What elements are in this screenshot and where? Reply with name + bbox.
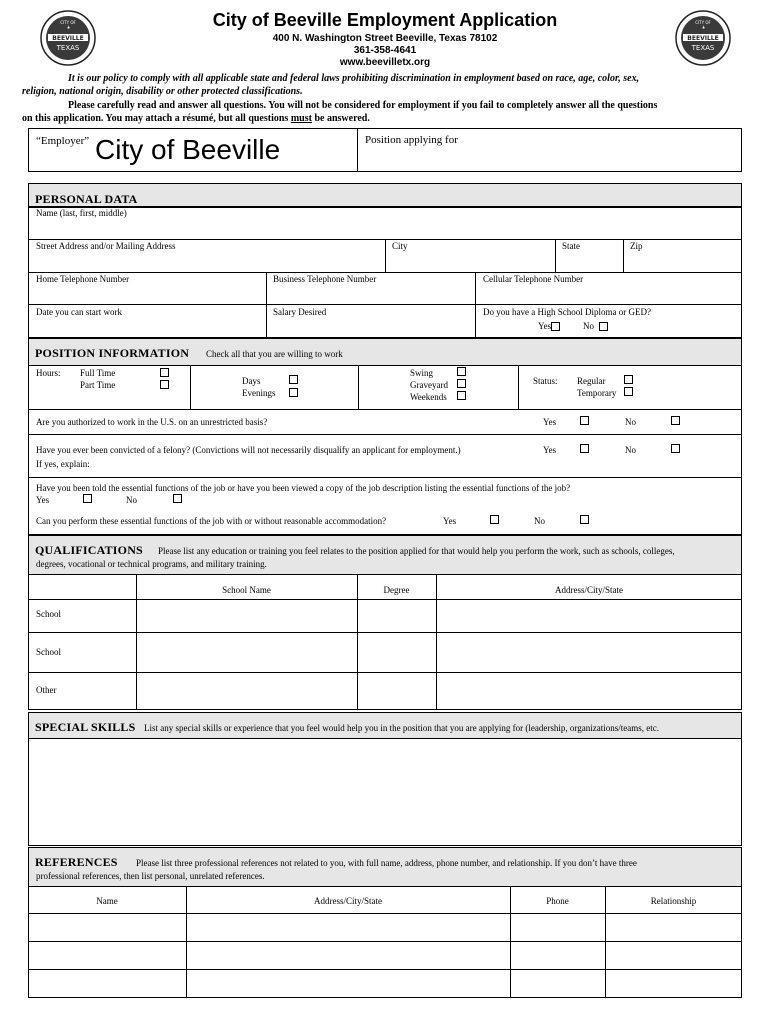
full-time-label: Full Time <box>80 368 116 378</box>
employer-label: “Employer” <box>36 135 90 147</box>
phone-row <box>28 272 742 305</box>
phone-line: 361-358-4641 <box>353 45 417 56</box>
felony-yes-label: Yes <box>543 445 557 455</box>
state-label[interactable]: State <box>562 241 580 251</box>
part-time-checkbox[interactable] <box>160 380 169 389</box>
swing-checkbox[interactable] <box>457 367 466 376</box>
employer-name: City of Beeville <box>95 134 281 165</box>
felony-no-checkbox[interactable] <box>671 444 680 453</box>
policy-must-underlined: must <box>290 113 312 124</box>
business-phone-label[interactable]: Business Telephone Number <box>273 274 377 284</box>
ref-row-divider-2 <box>28 941 742 942</box>
start-date-label[interactable]: Date you can start work <box>36 307 122 317</box>
policy-line-1: It is our policy to comply with all applicable state and federal laws prohibiting discrimination in employment based on race, age, color, sex, <box>68 73 640 84</box>
svg-text:TEXAS: TEXAS <box>691 44 715 52</box>
perform-yes-label: Yes <box>443 516 457 526</box>
employer-divider <box>357 128 358 172</box>
graveyard-label: Graveyard <box>410 380 448 390</box>
felony-question: Have you ever been convicted of a felony? (Convictions will not necessarily disqualify an applicant for employment.) <box>36 445 461 455</box>
perform-question: Can you perform these essential functions of the job with or without reasonable accommodation? <box>36 516 387 526</box>
evenings-checkbox[interactable] <box>289 388 298 397</box>
hours-label: Hours: <box>36 368 61 378</box>
position-info-subheading: Check all that you are willing to work <box>206 349 343 359</box>
essential-no-checkbox[interactable] <box>173 494 182 503</box>
svg-text:BEEVILLE: BEEVILLE <box>52 35 84 42</box>
qual-row-divider-1 <box>28 599 742 600</box>
ref-row-divider-3 <box>28 969 742 970</box>
swing-label: Swing <box>410 368 434 378</box>
qualifications-heading: QUALIFICATIONS <box>35 543 143 557</box>
essential-yes-checkbox[interactable] <box>83 494 92 503</box>
special-skills-field[interactable] <box>28 738 742 846</box>
policy-line-4-start: on this application. You may attach a résumé, but all questions <box>22 113 291 124</box>
days-label: Days <box>242 376 261 386</box>
ref-row-divider-1 <box>28 913 742 914</box>
hours-row <box>28 365 742 410</box>
svg-text:CITY OF: CITY OF <box>695 20 711 25</box>
authorized-no-checkbox[interactable] <box>671 416 680 425</box>
ref-col-phone: Phone <box>546 896 569 906</box>
page-title: City of Beeville Employment Application <box>212 10 558 30</box>
graveyard-checkbox[interactable] <box>457 379 466 388</box>
days-checkbox[interactable] <box>289 375 298 384</box>
ref-col-name: Name <box>96 896 118 906</box>
website-line: www.beevilletx.org <box>339 57 431 68</box>
address-divider-1 <box>385 239 386 273</box>
policy-line-4 <box>22 113 370 124</box>
regular-checkbox[interactable] <box>624 375 633 384</box>
ref-col-relationship: Relationship <box>650 896 697 906</box>
name-label: Name (last, first, middle) <box>36 208 127 218</box>
svg-text:CITY OF: CITY OF <box>60 20 76 25</box>
regular-label: Regular <box>577 376 606 386</box>
qual-row-label: School <box>36 609 62 619</box>
weekends-checkbox[interactable] <box>457 391 466 400</box>
address-divider-3 <box>623 239 624 273</box>
qualifications-note-1: Please list any education or training you feel relates to the position applied for that would help you perform the work, such as schools, colleges, <box>158 546 675 556</box>
authorized-no-label: No <box>625 417 636 427</box>
qual-row-divider-3 <box>28 672 742 673</box>
hours-divider-3 <box>518 365 519 410</box>
salary-label[interactable]: Salary Desired <box>273 307 327 317</box>
references-heading: REFERENCES <box>35 855 118 869</box>
perform-yes-checkbox[interactable] <box>490 515 499 524</box>
diploma-yes <box>538 321 560 331</box>
qualifications-note-2: degrees, vocational or technical programs, and military training. <box>36 559 267 569</box>
start-divider <box>266 304 267 338</box>
felony-explain-label[interactable]: If yes, explain: <box>36 459 90 469</box>
full-time-checkbox[interactable] <box>160 368 169 377</box>
felony-no-label: No <box>625 445 636 455</box>
essential-no-label: No <box>126 495 137 505</box>
svg-text:TEXAS: TEXAS <box>56 44 80 52</box>
street-label[interactable]: Street Address and/or Mailing Address <box>36 241 176 251</box>
references-note-1: Please list three professional references not related to you, with full name, address, phone number, and relationship. If you don’t have three <box>136 858 637 868</box>
svg-text:BEEVILLE: BEEVILLE <box>687 35 719 42</box>
special-skills-heading: SPECIAL SKILLS <box>35 720 136 734</box>
diploma-no-checkbox[interactable] <box>599 322 608 331</box>
position-info-heading: POSITION INFORMATION <box>35 346 190 360</box>
diploma-yes-label: Yes <box>538 321 552 331</box>
authorized-yes-label: Yes <box>543 417 557 427</box>
address-line: 400 N. Washington Street Beeville, Texas 78102 <box>272 33 498 44</box>
evenings-label: Evenings <box>242 388 276 398</box>
diploma-yes-checkbox[interactable] <box>551 322 560 331</box>
name-field[interactable] <box>28 207 742 240</box>
policy-line-4-end: be answered. <box>311 113 370 124</box>
phone-divider-1 <box>266 272 267 305</box>
felony-row <box>28 434 742 478</box>
temporary-checkbox[interactable] <box>624 387 633 396</box>
felony-yes-checkbox[interactable] <box>580 444 589 453</box>
special-skills-note: List any special skills or experience that you feel would help you in the position that you are applying for (leadership, organizations/teams, etc. <box>144 723 659 733</box>
perform-no-checkbox[interactable] <box>580 515 589 524</box>
essential-yes-label: Yes <box>36 495 50 505</box>
policy-line-3: Please carefully read and answer all questions. You will not be considered for employment if you fail to completely answer all the questions <box>68 100 658 111</box>
status-label: Status: <box>533 376 558 386</box>
essential-question: Have you been told the essential functions of the job or have you been viewed a copy of the job description listing the essential functions of the job? <box>36 483 571 493</box>
qual-col-school-name: School Name <box>222 585 271 595</box>
home-phone-label[interactable]: Home Telephone Number <box>36 274 130 284</box>
hours-divider-1 <box>190 365 191 410</box>
policy-line-2: religion, national origin, disability or other protected classifications. <box>22 86 303 97</box>
diploma-no <box>583 321 608 331</box>
qual-row-divider-2 <box>28 632 742 633</box>
position-applying-label[interactable]: Position applying for <box>365 134 458 146</box>
qual-row-label: School <box>36 647 62 657</box>
perform-no-label: No <box>534 516 545 526</box>
qual-col-degree: Degree <box>383 585 410 595</box>
hours-divider-2 <box>358 365 359 410</box>
references-note-2: professional references, then list personal, unrelated references. <box>36 871 265 881</box>
temporary-label: Temporary <box>577 388 617 398</box>
address-divider-2 <box>555 239 556 273</box>
diploma-no-label: No <box>583 321 594 331</box>
cell-phone-label[interactable]: Cellular Telephone Number <box>483 274 584 284</box>
zip-label[interactable]: Zip <box>630 241 643 251</box>
ref-col-address: Address/City/State <box>314 896 382 906</box>
part-time-label: Part Time <box>80 380 116 390</box>
qual-row-label: Other <box>36 685 57 695</box>
authorized-question: Are you authorized to work in the U.S. on an unrestricted basis? <box>36 417 268 427</box>
city-label[interactable]: City <box>392 241 408 251</box>
diploma-question: Do you have a High School Diploma or GED? <box>483 307 651 317</box>
qual-col-address: Address/City/State <box>555 585 623 595</box>
authorized-yes-checkbox[interactable] <box>580 416 589 425</box>
weekends-label: Weekends <box>410 392 447 402</box>
personal-data-heading: PERSONAL DATA <box>35 192 138 206</box>
